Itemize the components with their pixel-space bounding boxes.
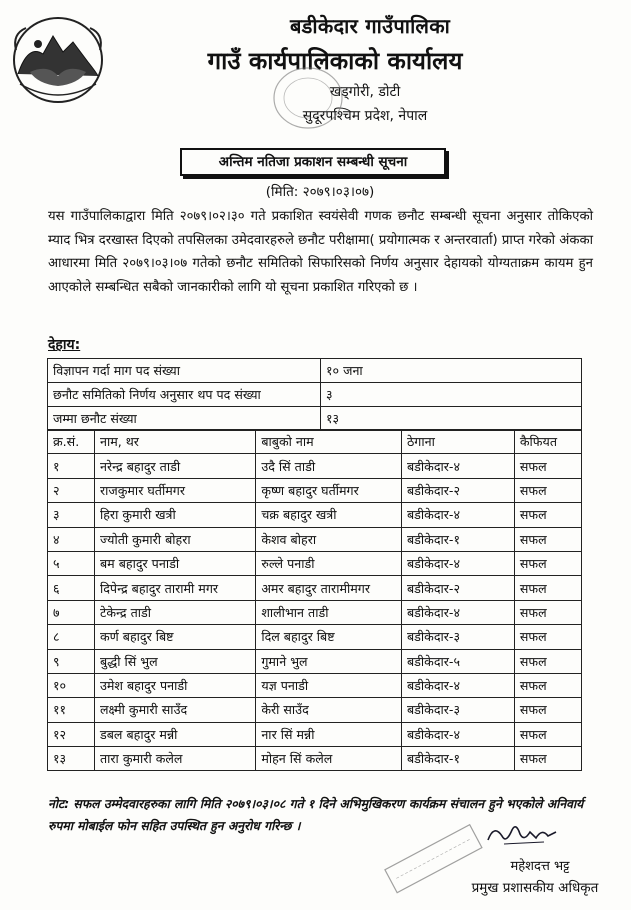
table-row <box>48 600 582 624</box>
cell-name: राजकुमार घर्तीमगर <box>94 478 255 502</box>
table-row <box>48 673 582 697</box>
cell-remarks: सफल <box>514 747 581 771</box>
col-header-serial: क्र.सं. <box>48 430 95 454</box>
cell-serial: २ <box>48 478 95 502</box>
cell-father-name: गुमाने भुल <box>256 649 402 673</box>
cell-serial: १२ <box>48 722 95 746</box>
cell-father-name: यज्ञ पनाडी <box>256 673 402 697</box>
cell-name: बुद्धी सिं भुल <box>94 649 255 673</box>
summary-row <box>48 407 582 431</box>
cell-remarks: सफल <box>514 454 581 478</box>
cell-remarks: सफल <box>514 600 581 624</box>
cell-remarks: सफल <box>514 527 581 551</box>
summary-row <box>48 359 582 383</box>
cell-father-name: केरी साउँद <box>256 698 402 722</box>
cell-address: बडीकेदार-४ <box>401 551 514 575</box>
cell-serial: ९ <box>48 649 95 673</box>
note-text: नोट: सफल उम्मेदवारहरुका लागि मिति २०७९।०३।०८ गते १ दिने अभिमुखिकरण कार्यक्रम संचालन हुने भएकोले अनिवार्य रुपमा मोबाईल फोन सहित उपस्थित हुन अनुरोध गरिन्छ । <box>48 797 584 833</box>
cell-address: बडीकेदार-४ <box>401 503 514 527</box>
cell-name: लक्ष्मी कुमारी साउँद <box>94 698 255 722</box>
cell-serial: १० <box>48 673 95 697</box>
summary-value: ३ <box>321 383 582 407</box>
signature-icon <box>484 820 564 850</box>
cell-name: कर्ण बहादुर बिष्ट <box>94 625 255 649</box>
cell-name: नरेन्द्र बहादुर ताडी <box>94 454 255 478</box>
cell-serial: ८ <box>48 625 95 649</box>
cell-father-name: दिल बहादुर बिष्ट <box>256 625 402 649</box>
cell-father-name: शालीभान ताडी <box>256 600 402 624</box>
cell-name: दिपेन्द्र बहादुर तारामी मगर <box>94 576 255 600</box>
cell-father-name: अमर बहादुर तारामीमगर <box>256 576 402 600</box>
office-name: गाउँ कार्यपालिकाको कार्यालय <box>207 47 463 75</box>
cell-remarks: सफल <box>514 576 581 600</box>
cell-father-name: नार सिं मन्नी <box>256 722 402 746</box>
cell-address: बडीकेदार-१ <box>401 747 514 771</box>
cell-serial: ५ <box>48 551 95 575</box>
summary-value: १० जना <box>321 359 582 383</box>
cell-serial: ४ <box>48 527 95 551</box>
summary-table <box>47 358 582 431</box>
cell-remarks: सफल <box>514 722 581 746</box>
municipality-name: बडीकेदार गाउँपालिका <box>289 14 451 38</box>
summary-label: छनौट समितिको निर्णय अनुसार थप पद संख्या <box>48 383 321 407</box>
cell-address: बडीकेदार-१ <box>401 527 514 551</box>
results-table-body <box>48 454 582 771</box>
government-emblem-icon <box>8 14 108 106</box>
col-header-address: ठेगाना <box>401 430 514 454</box>
cell-serial: ११ <box>48 698 95 722</box>
cell-name: तारा कुमारी कलेल <box>94 747 255 771</box>
summary-row <box>48 383 582 407</box>
cell-father-name: चक्र बहादुर खत्री <box>256 503 402 527</box>
table-row <box>48 551 582 575</box>
summary-label: विज्ञापन गर्दा माग पद संख्या <box>48 359 321 383</box>
cell-name: टेकेन्द्र ताडी <box>94 600 255 624</box>
cell-name: ज्योती कुमारी बोहरा <box>94 527 255 551</box>
cell-remarks: सफल <box>514 673 581 697</box>
table-row <box>48 454 582 478</box>
cell-name: डबल बहादुर मन्नी <box>94 722 255 746</box>
address-line-1: खड्गोरी, डोटी <box>329 84 401 100</box>
cell-remarks: सफल <box>514 698 581 722</box>
notice-title: अन्तिम नतिजा प्रकाशन सम्बन्धी सूचना <box>180 148 446 176</box>
results-table <box>47 429 582 771</box>
cell-remarks: सफल <box>514 649 581 673</box>
cell-father-name: उदै सिं ताडी <box>256 454 402 478</box>
cell-father-name: कृष्ण बहादुर घर्तीमगर <box>256 478 402 502</box>
cell-serial: ७ <box>48 600 95 624</box>
cell-address: बडीकेदार-४ <box>401 600 514 624</box>
cell-father-name: रुल्ले पनाडी <box>256 551 402 575</box>
cell-address: बडीकेदार-५ <box>401 649 514 673</box>
table-row <box>48 503 582 527</box>
cell-serial: ३ <box>48 503 95 527</box>
table-header-row <box>48 430 582 454</box>
cell-name: हिरा कुमारी खत्री <box>94 503 255 527</box>
cell-father-name: मोहन सिं कलेल <box>256 747 402 771</box>
address-line-2: सुदूरपश्चिम प्रदेश, नेपाल <box>302 108 428 124</box>
cell-address: बडीकेदार-२ <box>401 576 514 600</box>
table-row <box>48 649 582 673</box>
cell-remarks: सफल <box>514 478 581 502</box>
cell-address: बडीकेदार-३ <box>401 698 514 722</box>
cell-address: बडीकेदार-४ <box>401 722 514 746</box>
cell-serial: ६ <box>48 576 95 600</box>
summary-value: १३ <box>321 407 582 431</box>
dehay-label: देहाय: <box>48 337 81 353</box>
cell-remarks: सफल <box>514 551 581 575</box>
table-row <box>48 625 582 649</box>
signatory-name: महेशदत्त भट्ट <box>510 859 570 874</box>
notice-body: यस गाउँपालिकाद्वारा मिति २०७९।०२।३० गते प्रकाशित स्वयंसेवी गणक छनौट सम्बन्धी सूचना अनुसार तोकिएको म्याद भित्र दरखास्त दिएको तपसिलका उमेदवारहरुले छनौट परीक्षामा( प्रयोगात्मक र अन्तरवार्ता) प्राप्त गरेको अंकका आधारमा मिति २०७९।०३।०७ गतेको छनौट समितिको सिफारिसको निर्णय अनुसार देहायको योग्यताक्रम कायम हुन आएकोले सम्बन्धित सबैको जानकारीको लागि यो सूचना प्रकाशित गरिएको छ । <box>48 209 593 295</box>
cell-father-name: केशव बोहरा <box>256 527 402 551</box>
table-row <box>48 576 582 600</box>
cell-address: बडीकेदार-४ <box>401 454 514 478</box>
office-seal-icon <box>268 62 348 134</box>
cell-serial: १३ <box>48 747 95 771</box>
notice-date: (मिति: २०७९।०३।०७) <box>265 184 375 200</box>
cell-remarks: सफल <box>514 503 581 527</box>
cell-address: बडीकेदार-३ <box>401 625 514 649</box>
cell-address: बडीकेदार-४ <box>401 673 514 697</box>
summary-label: जम्मा छनौट संख्या <box>48 407 321 431</box>
table-row <box>48 747 582 771</box>
table-row <box>48 722 582 746</box>
cell-address: बडीकेदार-२ <box>401 478 514 502</box>
col-header-name: नाम, थर <box>94 430 255 454</box>
cell-name: बम बहादुर पनाडी <box>94 551 255 575</box>
cell-name: उमेश बहादुर पनाडी <box>94 673 255 697</box>
signatory-title: प्रमुख प्रशासकीय अधिकृत <box>471 880 599 896</box>
col-header-father-name: बाबुको नाम <box>256 430 402 454</box>
table-row <box>48 698 582 722</box>
table-row <box>48 527 582 551</box>
cell-serial: १ <box>48 454 95 478</box>
cell-remarks: सफल <box>514 625 581 649</box>
table-row <box>48 478 582 502</box>
col-header-remarks: कैफियत <box>514 430 581 454</box>
